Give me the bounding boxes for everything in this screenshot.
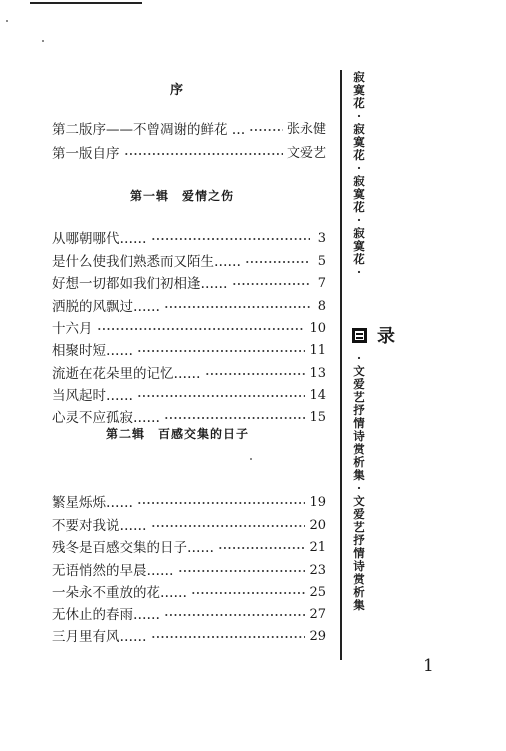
toc-entry xyxy=(52,627,326,647)
toc-entry xyxy=(52,252,326,272)
part2-title: 第二辑 百感交集的日子 xyxy=(106,427,250,441)
toc-entry-page: 20 xyxy=(309,518,326,533)
toc-entry-title: 繁星烁烁…… xyxy=(52,495,133,511)
sidebar-char: 花 xyxy=(353,200,365,214)
toc-entry-page: 19 xyxy=(309,495,326,510)
sidebar-char: · xyxy=(356,213,361,227)
sidebar-char: 诗 xyxy=(353,429,365,443)
toc-entry-title: 不要对我说…… xyxy=(52,518,147,534)
leader-dots xyxy=(137,502,305,504)
toc-entry-title: 洒脱的风飘过…… xyxy=(52,299,160,315)
leader-dots xyxy=(151,636,306,638)
toc-entry-title: 是什么使我们熟悉而又陌生…… xyxy=(52,254,241,270)
leader-dots xyxy=(249,129,283,131)
toc-entry xyxy=(52,583,326,603)
sidebar-char: · xyxy=(356,265,361,279)
sidebar-char: 集 xyxy=(353,598,365,612)
toc-entry-page: 张永健 xyxy=(286,122,326,137)
leader-dots xyxy=(151,525,306,527)
toc-entry xyxy=(52,561,326,581)
toc-entry xyxy=(52,386,326,406)
toc-entry-page: 8 xyxy=(317,299,326,314)
toc-entry-title: 无语悄然的早晨…… xyxy=(52,563,174,579)
toc-entry-title: 第二版序——不曾凋谢的鲜花 … xyxy=(52,122,246,138)
sidebar-char: 抒 xyxy=(353,533,365,547)
sidebar-char: 寞 xyxy=(353,239,365,253)
toc-entry-title: 残冬是百感交集的日子…… xyxy=(52,540,214,556)
sidebar-char: 艺 xyxy=(353,520,365,534)
toc-entry xyxy=(52,229,326,249)
sidebar-char: 寂 xyxy=(353,174,365,188)
toc-entry-page: 23 xyxy=(309,563,326,578)
leader-dots xyxy=(164,306,310,308)
sidebar-divider xyxy=(340,70,342,660)
toc-entry-title: 从哪朝哪代…… xyxy=(52,231,147,247)
sidebar-char: 诗 xyxy=(353,559,365,573)
sidebar-mulu-char: 录 xyxy=(377,326,395,347)
scan-speck xyxy=(250,458,252,460)
sidebar-char: 赏 xyxy=(353,442,365,456)
sidebar-mulu xyxy=(352,322,395,348)
sidebar-char: 艺 xyxy=(353,390,365,404)
top-rule xyxy=(30,2,142,4)
toc-entry-page: 25 xyxy=(309,585,326,600)
leader-dots xyxy=(151,238,311,240)
toc-entry-page: 14 xyxy=(309,388,326,403)
leader-dots xyxy=(205,373,306,375)
part1-title: 第一辑 爱情之伤 xyxy=(130,189,235,203)
toc-entry-page: 27 xyxy=(309,607,326,622)
toc-entry xyxy=(52,605,326,625)
sidebar-char: 抒 xyxy=(353,403,365,417)
sidebar-char: 花 xyxy=(353,96,365,110)
toc-entry xyxy=(52,364,326,384)
toc-entry-page: 文爱艺 xyxy=(286,146,326,161)
sidebar-char: 寂 xyxy=(353,122,365,136)
page-number: 1 xyxy=(423,656,434,676)
sidebar-char: 寞 xyxy=(353,187,365,201)
leader-dots xyxy=(178,570,306,572)
sidebar-char: 赏 xyxy=(353,572,365,586)
toc-entry-page: 13 xyxy=(309,366,326,381)
toc-entry-title: 相聚时短…… xyxy=(52,343,133,359)
sidebar-char: 析 xyxy=(353,585,365,599)
toc-entry xyxy=(52,538,326,558)
toc-entry xyxy=(52,341,326,361)
sidebar-char: 文 xyxy=(353,364,365,378)
sidebar-char: 寞 xyxy=(353,135,365,149)
toc-entry-page: 3 xyxy=(317,231,326,246)
toc-entry-title: 当风起时…… xyxy=(52,388,133,404)
mu-glyph-icon xyxy=(352,328,367,343)
sidebar-char: 花 xyxy=(353,252,365,266)
toc-entry-page: 15 xyxy=(309,410,326,425)
sidebar-char: 寂 xyxy=(353,70,365,84)
toc-entry xyxy=(52,516,326,536)
toc-entry xyxy=(52,297,326,317)
sidebar-top-text xyxy=(352,71,366,279)
sidebar-char: · xyxy=(356,481,361,495)
sidebar-char: 情 xyxy=(353,416,365,430)
leader-dots xyxy=(124,153,283,155)
toc-entry xyxy=(52,274,326,294)
leader-dots xyxy=(164,417,305,419)
toc-entry xyxy=(52,144,326,164)
sidebar-char: 情 xyxy=(353,546,365,560)
leader-dots xyxy=(97,328,306,330)
toc-entry-page: 21 xyxy=(309,540,326,555)
toc-entry-page: 7 xyxy=(317,276,326,291)
leader-dots xyxy=(137,395,305,397)
toc-entry-title: 无休止的春雨…… xyxy=(52,607,160,623)
toc-entry-title: 心灵不应孤寂…… xyxy=(52,410,160,426)
toc-entry xyxy=(52,319,326,339)
leader-dots xyxy=(218,547,305,549)
toc-entry-page: 5 xyxy=(317,254,326,269)
scan-speck xyxy=(6,20,8,22)
toc-entry-title: 好想一切都如我们初相逢…… xyxy=(52,276,228,292)
leader-dots xyxy=(191,592,305,594)
toc-entry xyxy=(52,120,326,140)
sidebar-char: 爱 xyxy=(353,377,365,391)
toc-entry-title: 流逝在花朵里的记忆…… xyxy=(52,366,201,382)
toc-entry-title: 十六月 xyxy=(52,321,93,337)
toc-entry-title: 一朵永不重放的花…… xyxy=(52,585,187,601)
toc-entry-page: 10 xyxy=(309,321,326,336)
sidebar-char: 文 xyxy=(353,494,365,508)
preface-title: 序 xyxy=(170,83,184,98)
leader-dots xyxy=(137,350,305,352)
sidebar-char: 寂 xyxy=(353,226,365,240)
leader-dots xyxy=(245,261,310,263)
toc-entry-page: 29 xyxy=(309,629,326,644)
leader-dots xyxy=(164,614,305,616)
toc-entry-page: 11 xyxy=(309,343,326,358)
sidebar-char: · xyxy=(356,161,361,175)
toc-entry-title: 第一版自序 xyxy=(52,146,120,162)
sidebar-char: · xyxy=(356,109,361,123)
leader-dots xyxy=(232,283,311,285)
sidebar-char: 寞 xyxy=(353,83,365,97)
sidebar-char: 析 xyxy=(353,455,365,469)
scan-speck xyxy=(42,40,44,42)
sidebar-bottom-text xyxy=(352,352,366,612)
toc-entry xyxy=(52,493,326,513)
toc-entry-title: 三月里有风…… xyxy=(52,629,147,645)
sidebar-char: · xyxy=(356,351,361,365)
sidebar-char: 集 xyxy=(353,468,365,482)
sidebar-char: 花 xyxy=(353,148,365,162)
sidebar-char: 爱 xyxy=(353,507,365,521)
